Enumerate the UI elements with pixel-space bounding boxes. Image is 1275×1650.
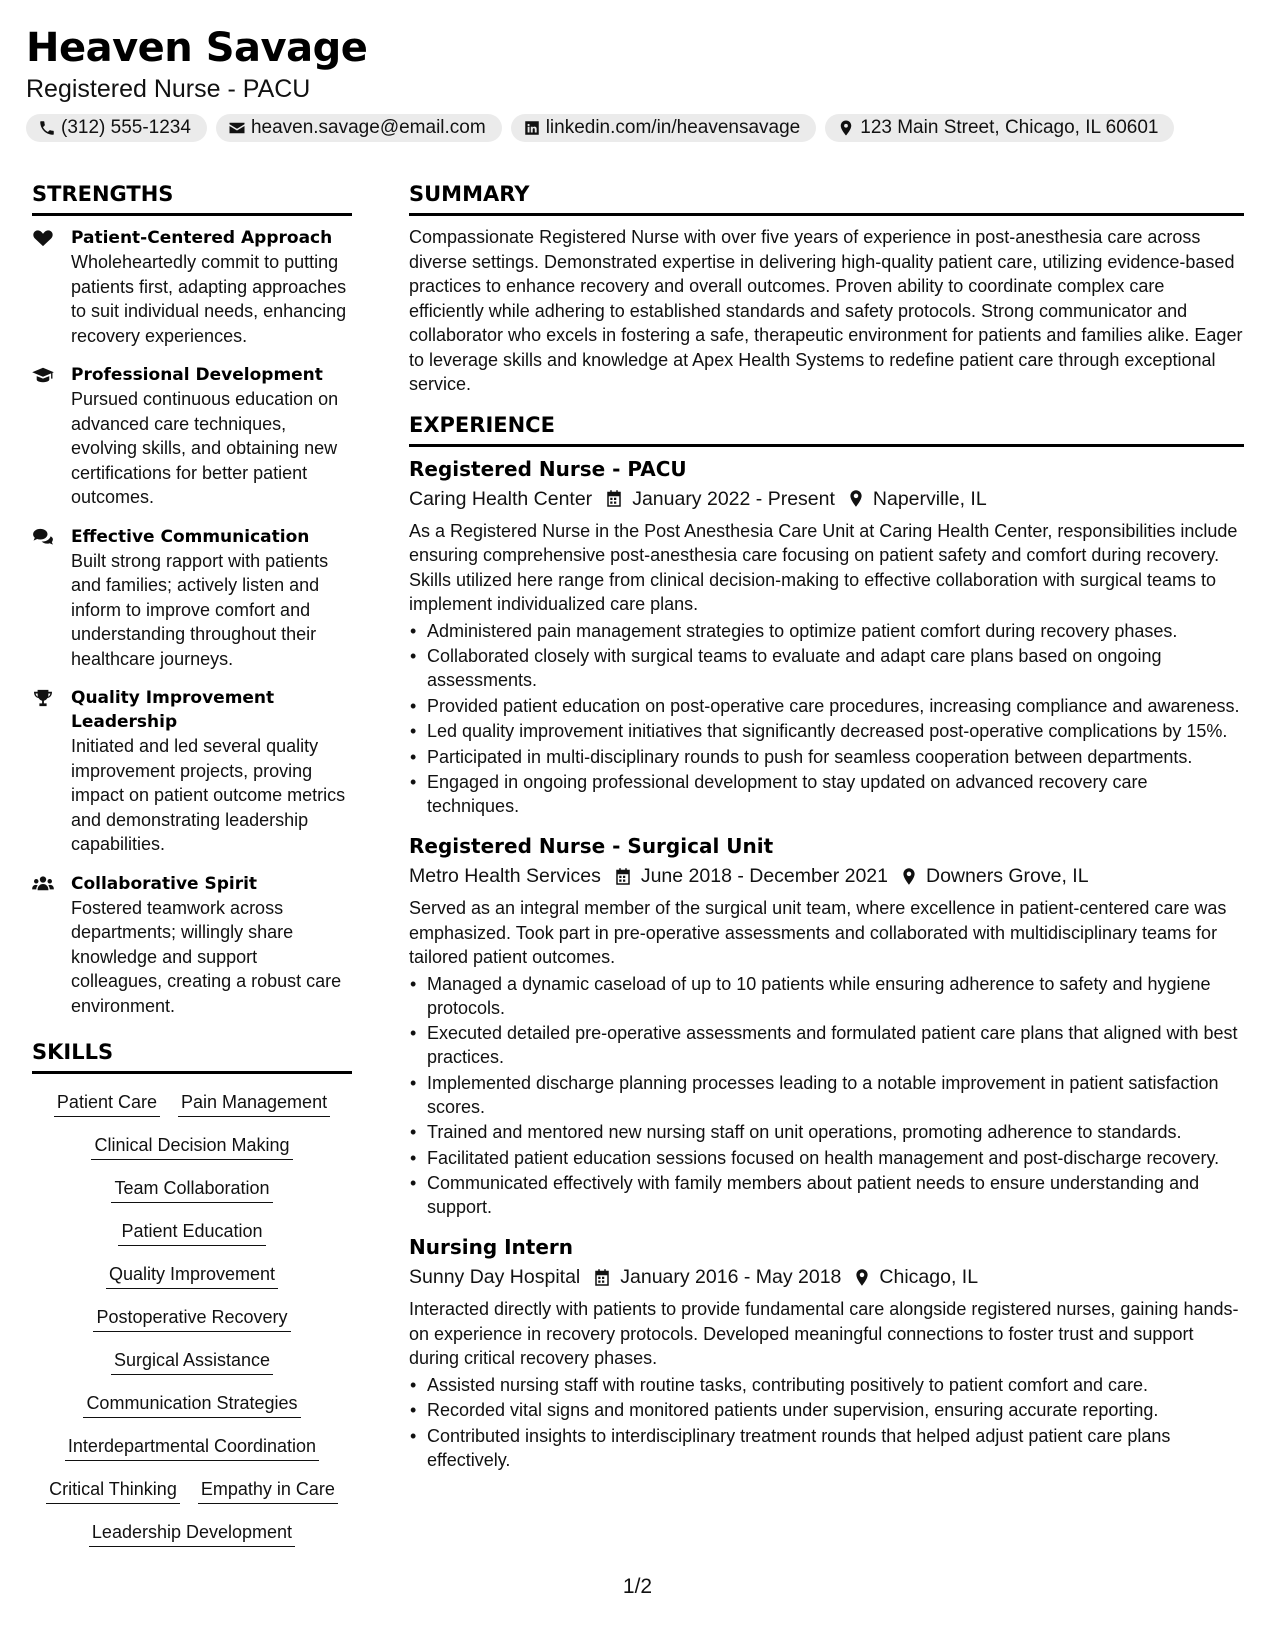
users-icon bbox=[32, 875, 54, 893]
contact-email[interactable] bbox=[216, 114, 502, 142]
skill-tag: Interdepartmental Coordination bbox=[65, 1434, 319, 1461]
skill-tag: Patient Care bbox=[54, 1090, 160, 1117]
strengths-list bbox=[32, 226, 352, 1018]
bullet-item: • Engaged in ongoing professional development to stay updated on advanced recovery care techniques. bbox=[409, 770, 1244, 818]
job-dates: January 2016 - May 2018 bbox=[620, 1266, 842, 1288]
calendar-icon bbox=[605, 489, 623, 508]
bullet-item: • Executed detailed pre-operative assessments and formulated patient care plans that aligned with best practices. bbox=[409, 1021, 1244, 1069]
bullet-item: • Provided patient education on post-operative care procedures, increasing compliance and awareness. bbox=[409, 694, 1244, 718]
bullet-item: • Implemented discharge planning processes leading to a notable improvement in patient satisfaction scores. bbox=[409, 1071, 1244, 1119]
resume-header bbox=[26, 24, 1256, 142]
job-dates: June 2018 - December 2021 bbox=[640, 865, 888, 887]
comments-icon bbox=[32, 528, 54, 546]
linkedin-icon bbox=[523, 119, 541, 137]
job-company: Metro Health Services bbox=[409, 865, 601, 887]
strength-description: Pursued continuous education on advanced care techniques, evolving skills, and obtaining new certifications for better patient outcomes. bbox=[71, 389, 339, 507]
calendar-icon bbox=[614, 867, 632, 886]
job-description: Served as an integral member of the surgical unit team, where excellence in patient-centered care was emphasized. Took part in pre-operative assessments and collaborated with multidisciplinary teams for tailored patient outcomes. bbox=[409, 898, 1227, 967]
strength-title: Quality Improvement Leadership bbox=[71, 688, 275, 732]
bullet-item: • Communicated effectively with family members about patient needs to ensure understanding and support. bbox=[409, 1171, 1244, 1219]
bullet-item: • Trained and mentored new nursing staff on unit operations, promoting adherence to standards. bbox=[409, 1120, 1244, 1144]
bullet-item: • Assisted nursing staff with routine tasks, contributing positively to patient comfort and care. bbox=[409, 1373, 1244, 1397]
strength-title: Effective Communication bbox=[71, 526, 310, 547]
strength-item bbox=[32, 872, 352, 1019]
right-column bbox=[409, 180, 1244, 1473]
contact-bar bbox=[26, 114, 1256, 142]
skill-tag: Empathy in Care bbox=[198, 1477, 338, 1504]
summary-text: Compassionate Registered Nurse with over five years of experience in post-anesthesia care across diverse settings. Demonstrated expertise in delivering high-quality patient care, utilizing evidence-based practices to enhance recovery and overall outcomes. Proven ability to coordinate complex care efficiently while adhering to established standards and safety protocols. Strong communicator and collaborator who excels in fostering a safe, therapeutic environment for patients and families alike. Eager to leverage skills and knowledge at Apex Health Systems to redefine patient care through exceptional service. bbox=[409, 227, 1243, 394]
job-description: As a Registered Nurse in the Post Anesthesia Care Unit at Caring Health Center, responsibilities include ensuring comprehensive post-anesthesia care focusing on patient safety and comfort during recovery. Skills utilized here range from clinical decision-making to effective collaboration with surgical teams to implement individualized care plans. bbox=[409, 520, 1238, 614]
strengths-heading: STRENGTHS bbox=[32, 180, 352, 216]
page-number: 1/2 bbox=[622, 1575, 653, 1598]
job-dates: January 2022 - Present bbox=[632, 487, 835, 510]
job-meta bbox=[409, 485, 1244, 513]
strength-description: Wholeheartedly commit to putting patients first, adapting approaches to suit individual needs, enhancing recovery experiences. bbox=[71, 252, 347, 346]
contact-address[interactable] bbox=[825, 114, 1174, 142]
strength-title: Patient-Centered Approach bbox=[71, 228, 333, 248]
left-column bbox=[32, 180, 352, 1547]
job-entry bbox=[409, 832, 1244, 1219]
job-entry bbox=[409, 455, 1244, 819]
job-description: Interacted directly with patients to provide fundamental care alongside registered nurses, gaining hands-on experience in recovery protocols. Developed meaningful connections to foster trust and support during critical recovery phases. bbox=[409, 1299, 1239, 1368]
map-marker-icon bbox=[837, 119, 855, 137]
bullet-item: • Recorded vital signs and monitored patients under supervision, ensuring accurate reporting. bbox=[409, 1398, 1244, 1422]
heart-icon bbox=[32, 229, 54, 247]
job-title: Nursing Intern bbox=[409, 1235, 574, 1259]
skill-tag: Patient Education bbox=[118, 1219, 265, 1246]
graduation-cap-icon bbox=[32, 366, 54, 384]
job-location: Downers Grove, IL bbox=[926, 865, 1089, 887]
bullet-item: • Collaborated closely with surgical teams to evaluate and adapt care plans based on ongoing assessments. bbox=[409, 644, 1244, 692]
strength-title: Collaborative Spirit bbox=[71, 873, 258, 894]
strength-title: Professional Development bbox=[71, 365, 323, 385]
job-company: Caring Health Center bbox=[409, 487, 593, 510]
job-title: Registered Nurse - Surgical Unit bbox=[409, 834, 774, 858]
strength-description: Fostered teamwork across departments; willingly share knowledge and support colleagues, creating a robust care environment. bbox=[71, 897, 342, 1016]
strength-item bbox=[32, 226, 352, 348]
strength-description: Built strong rapport with patients and families; actively listen and inform to improve comfort and understanding throughout their healthcare journeys. bbox=[71, 550, 329, 669]
job-location: Chicago, IL bbox=[879, 1266, 979, 1288]
job-meta bbox=[409, 862, 1244, 890]
bullet-item: • Administered pain management strategies to optimize patient comfort during recovery phases. bbox=[409, 619, 1244, 643]
skill-tag: Postoperative Recovery bbox=[93, 1305, 290, 1332]
strength-item bbox=[32, 686, 352, 857]
phone-icon bbox=[38, 119, 56, 137]
contact-linkedin[interactable] bbox=[511, 114, 817, 142]
bullet-item: • Facilitated patient education sessions focused on health management and post-discharge recovery. bbox=[409, 1146, 1244, 1170]
job-title: Registered Nurse - PACU bbox=[409, 456, 687, 481]
trophy-icon bbox=[32, 689, 54, 707]
strength-item bbox=[32, 363, 352, 510]
skills-list bbox=[32, 1090, 352, 1547]
address-text: 123 Main Street, Chicago, IL 60601 bbox=[860, 117, 1159, 138]
candidate-role: Registered Nurse - PACU bbox=[26, 75, 311, 103]
job-bullets bbox=[409, 619, 1244, 819]
map-marker-icon bbox=[847, 489, 865, 508]
contact-phone[interactable] bbox=[26, 114, 207, 142]
skill-tag: Clinical Decision Making bbox=[91, 1133, 292, 1160]
skill-tag: Leadership Development bbox=[89, 1520, 295, 1547]
linkedin-text: linkedin.com/in/heavensavage bbox=[545, 117, 801, 138]
job-meta bbox=[409, 1263, 1244, 1291]
email-text: heaven.savage@email.com bbox=[250, 117, 486, 138]
candidate-name: Heaven Savage bbox=[26, 25, 368, 71]
phone-text: (312) 555-1234 bbox=[61, 117, 191, 138]
job-company: Sunny Day Hospital bbox=[409, 1266, 581, 1288]
strength-description: Initiated and led several quality improvement projects, proving impact on patient outcome metrics and demonstrating leadership capabilities. bbox=[71, 736, 346, 854]
skill-tag: Surgical Assistance bbox=[111, 1348, 273, 1375]
bullet-item: • Contributed insights to interdisciplinary treatment rounds that helped adjust patient care plans effectively. bbox=[409, 1424, 1244, 1472]
skill-tag: Team Collaboration bbox=[111, 1176, 272, 1203]
skills-heading: SKILLS bbox=[32, 1038, 352, 1074]
map-marker-icon bbox=[900, 867, 918, 886]
calendar-icon bbox=[593, 1268, 611, 1287]
bullet-item: • Led quality improvement initiatives that significantly decreased post-operative complications by 15%. bbox=[409, 719, 1244, 743]
bullet-item: • Managed a dynamic caseload of up to 10 patients while ensuring adherence to safety and hygiene protocols. bbox=[409, 972, 1244, 1020]
map-marker-icon bbox=[853, 1268, 871, 1287]
job-bullets bbox=[409, 972, 1244, 1220]
strength-item bbox=[32, 525, 352, 672]
skill-tag: Communication Strategies bbox=[83, 1391, 300, 1418]
bullet-item: • Participated in multi-disciplinary rounds to push for seamless cooperation between departments. bbox=[409, 745, 1244, 769]
job-entry bbox=[409, 1233, 1244, 1472]
skill-tag: Pain Management bbox=[178, 1090, 330, 1117]
skill-tag: Quality Improvement bbox=[106, 1262, 278, 1289]
job-bullets bbox=[409, 1373, 1244, 1472]
envelope-icon bbox=[228, 119, 246, 137]
job-location: Naperville, IL bbox=[872, 487, 987, 510]
summary-heading: SUMMARY bbox=[409, 180, 1244, 216]
experience-heading: EXPERIENCE bbox=[409, 411, 1244, 447]
skill-tag: Critical Thinking bbox=[46, 1477, 180, 1504]
